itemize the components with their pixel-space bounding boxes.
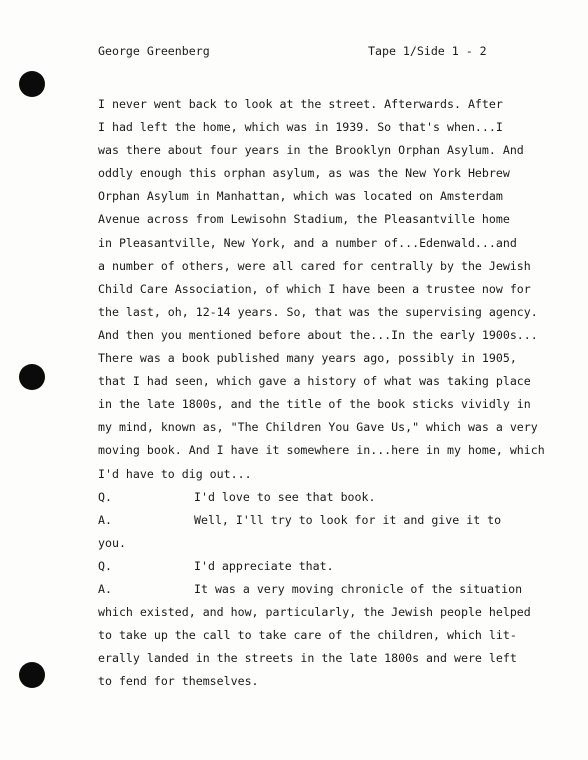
paragraph-line: the last, oh, 12-14 years. So, that was the supervising agency. [98, 304, 538, 319]
dialogue-line [98, 624, 558, 647]
paragraph-line: a number of others, were all cared for centrally by the Jewish [98, 258, 531, 273]
paragraph-line: Child Care Association, of which I have been a trustee now for [98, 281, 531, 296]
paragraph-line: my mind, known as, "The Children You Gave Us," which was a very [98, 420, 538, 435]
paragraph-line: I had left the home, which was in 1939. So that's when...I [98, 120, 503, 135]
speech-text: erally landed in the streets in the late 1800s and were left [98, 651, 517, 666]
binder-hole-top [19, 71, 45, 97]
speech-text: Well, I'll try to look for it and give it to [194, 512, 502, 527]
paragraph-line: oddly enough this orphan asylum, as was the New York Hebrew [98, 166, 510, 181]
header-interviewee-name: George Greenberg [98, 44, 210, 58]
header-tape-side: Tape 1/Side 1 - 2 [368, 44, 487, 58]
speech-text: you. [98, 535, 126, 550]
dialogue-line [98, 532, 558, 555]
speaker-label: A. [98, 581, 112, 596]
speech-text: which existed, and how, particularly, the Jewish people helped [98, 605, 531, 620]
paragraph-line: in the late 1800s, and the title of the book sticks vividly in [98, 397, 531, 412]
paragraph-line: There was a book published many years ago, possibly in 1905, [98, 351, 517, 366]
paragraph-line: And then you mentioned before about the...In the early 1900s... [98, 327, 538, 342]
speech-text: I'd love to see that book. [194, 489, 376, 504]
paragraph-line: in Pleasantville, New York, and a number of...Edenwald...and [98, 235, 517, 250]
dialogue-line [98, 670, 558, 693]
speech-text: It was a very moving chronicle of the situation [194, 581, 523, 596]
speech-text: I'd appreciate that. [194, 558, 334, 573]
dialogue-line [98, 647, 558, 670]
speech-text: to take up the call to take care of the children, which lit- [98, 628, 517, 643]
paragraph-line: Orphan Asylum in Manhattan, which was located on Amsterdam [98, 189, 503, 204]
paragraph-line: was there about four years in the Brooklyn Orphan Asylum. And [98, 143, 524, 158]
speaker-label: A. [98, 512, 112, 527]
transcript-body [98, 93, 558, 693]
paragraph-line: that I had seen, which gave a history of what was taking place [98, 374, 531, 389]
speaker-label: Q. [98, 558, 112, 573]
dialogue-section [98, 486, 558, 694]
opening-paragraph [98, 93, 558, 486]
dialogue-line [98, 486, 558, 509]
dialogue-line [98, 509, 558, 532]
paragraph-line: Avenue across from Lewisohn Stadium, the Pleasantville home [98, 212, 510, 227]
dialogue-line [98, 601, 558, 624]
speech-text: to fend for themselves. [98, 674, 259, 689]
binder-hole-bottom [19, 662, 45, 688]
speaker-label: Q. [98, 489, 112, 504]
dialogue-line [98, 578, 558, 601]
paragraph-line: I'd have to dig out... [98, 466, 252, 481]
paragraph-line: I never went back to look at the street. Afterwards. After [98, 97, 503, 111]
binder-hole-middle [19, 364, 45, 390]
dialogue-line [98, 555, 558, 578]
paragraph-line: moving book. And I have it somewhere in...here in my home, which [98, 443, 545, 458]
